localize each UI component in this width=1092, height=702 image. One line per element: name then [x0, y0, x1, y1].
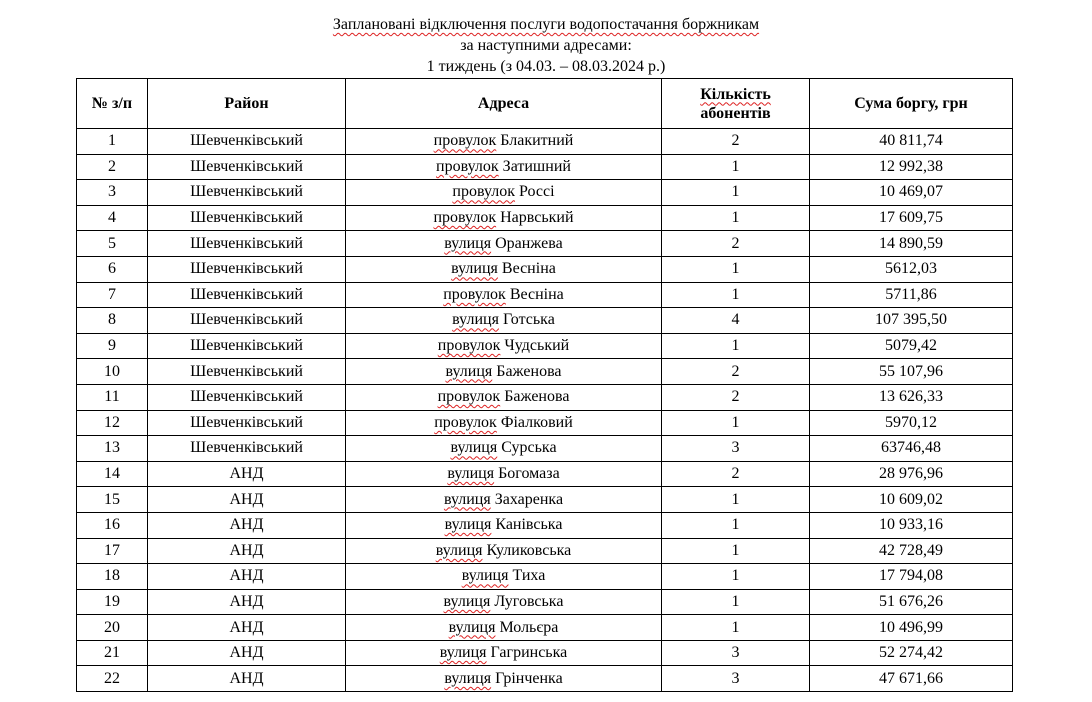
address-street-name: Канівська	[495, 516, 563, 534]
row-number: 19	[77, 589, 148, 615]
address-street-name: Чудський	[504, 337, 570, 355]
address-street-name: Тиха	[512, 567, 546, 585]
debtors-table	[76, 78, 1013, 692]
row-district: Шевченківський	[148, 308, 346, 334]
title-line-2: за наступними адресами:	[460, 37, 632, 54]
row-number: 6	[77, 256, 148, 282]
table-row	[77, 384, 1013, 410]
row-debt: 5079,42	[810, 333, 1013, 359]
row-address	[346, 129, 662, 155]
row-number: 2	[77, 154, 148, 180]
row-number: 13	[77, 436, 148, 462]
row-district: Шевченківський	[148, 154, 346, 180]
row-debt: 55 107,96	[810, 359, 1013, 385]
row-debt: 63746,48	[810, 436, 1013, 462]
address-street-name: Готська	[502, 311, 555, 329]
row-number: 4	[77, 205, 148, 231]
row-district: Шевченківський	[148, 256, 346, 282]
row-address	[346, 640, 662, 666]
address-street-type: вулиця	[444, 669, 492, 687]
col-header-debt: Сума боргу, грн	[810, 79, 1013, 129]
row-count: 2	[662, 461, 810, 487]
address-street-name: Сурська	[501, 439, 557, 457]
row-debt: 10 469,07	[810, 180, 1013, 206]
row-number: 9	[77, 333, 148, 359]
row-address	[346, 615, 662, 641]
row-district: АНД	[148, 538, 346, 564]
row-debt: 5970,12	[810, 410, 1013, 436]
row-district: АНД	[148, 589, 346, 615]
row-debt: 51 676,26	[810, 589, 1013, 615]
row-count: 1	[662, 154, 810, 180]
address-street-type: провулок	[433, 132, 497, 150]
row-count: 1	[662, 282, 810, 308]
row-number: 17	[77, 538, 148, 564]
address-street-name: Баженова	[496, 362, 562, 380]
address-street-type: вулиця	[444, 516, 492, 534]
row-debt: 14 890,59	[810, 231, 1013, 257]
address-street-type: вулиця	[452, 311, 499, 329]
row-debt: 5612,03	[810, 256, 1013, 282]
row-count: 1	[662, 512, 810, 538]
address-street-name: Мольєра	[499, 618, 559, 636]
address-street-type: вулиця	[451, 260, 498, 278]
table-row	[77, 436, 1013, 462]
row-district: Шевченківський	[148, 436, 346, 462]
row-debt: 17 794,08	[810, 564, 1013, 590]
row-number: 12	[77, 410, 148, 436]
address-street-type: вулиця	[443, 490, 491, 508]
table-row	[77, 640, 1013, 666]
address-street-type: вулиця	[447, 465, 495, 483]
address-street-type: вулиця	[461, 567, 509, 585]
row-number: 5	[77, 231, 148, 257]
table-row	[77, 615, 1013, 641]
row-count: 1	[662, 333, 810, 359]
table-row	[77, 564, 1013, 590]
row-count: 3	[662, 666, 810, 692]
address-street-name: Затишний	[502, 157, 571, 175]
row-district: Шевченківський	[148, 231, 346, 257]
address-street-type: вулиця	[448, 618, 496, 636]
table-row	[77, 256, 1013, 282]
table-row	[77, 154, 1013, 180]
row-debt: 28 976,96	[810, 461, 1013, 487]
row-district: Шевченківський	[148, 384, 346, 410]
row-number: 3	[77, 180, 148, 206]
row-address	[346, 231, 662, 257]
table-row	[77, 666, 1013, 692]
row-address	[346, 205, 662, 231]
row-debt: 52 274,42	[810, 640, 1013, 666]
row-address	[346, 154, 662, 180]
address-street-name: Весніна	[501, 260, 556, 278]
address-street-name: Фіалковий	[500, 413, 573, 431]
title-line-1: Заплановані відключення послуги водопостачання боржникам	[332, 16, 760, 33]
row-address	[346, 410, 662, 436]
row-address	[346, 359, 662, 385]
col-header-count-line2: абонентів	[700, 104, 771, 122]
row-district: Шевченківський	[148, 410, 346, 436]
col-header-count-line1: Кількість	[700, 85, 771, 103]
row-count: 3	[662, 436, 810, 462]
row-district: Шевченківський	[148, 129, 346, 155]
address-street-name: Нарвський	[500, 209, 574, 227]
row-count: 2	[662, 231, 810, 257]
col-header-district: Район	[148, 79, 346, 129]
row-number: 10	[77, 359, 148, 385]
row-district: Шевченківський	[148, 333, 346, 359]
row-district: АНД	[148, 487, 346, 513]
row-district: АНД	[148, 512, 346, 538]
table-row	[77, 512, 1013, 538]
row-number: 21	[77, 640, 148, 666]
address-street-name: Весніна	[509, 285, 564, 303]
row-count: 1	[662, 538, 810, 564]
address-street-type: вулиця	[444, 234, 492, 252]
row-district: Шевченківський	[148, 359, 346, 385]
address-street-type: провулок	[443, 285, 506, 303]
table-header-row	[77, 79, 1013, 129]
table-row	[77, 589, 1013, 615]
row-number: 16	[77, 512, 148, 538]
row-debt: 17 609,75	[810, 205, 1013, 231]
table-row	[77, 410, 1013, 436]
address-street-type: вулиця	[450, 439, 498, 457]
address-street-type: вулиця	[445, 362, 493, 380]
table-row	[77, 180, 1013, 206]
row-debt: 10 496,99	[810, 615, 1013, 641]
row-count: 1	[662, 410, 810, 436]
table-row	[77, 308, 1013, 334]
address-street-name: Богомаза	[498, 465, 560, 483]
row-count: 2	[662, 384, 810, 410]
address-street-type: провулок	[437, 337, 501, 355]
row-district: АНД	[148, 640, 346, 666]
row-address	[346, 564, 662, 590]
table-body	[77, 129, 1013, 692]
row-count: 3	[662, 640, 810, 666]
row-district: Шевченківський	[148, 205, 346, 231]
address-street-name: Блакитний	[500, 132, 574, 150]
row-debt: 12 992,38	[810, 154, 1013, 180]
row-address	[346, 436, 662, 462]
row-address	[346, 180, 662, 206]
address-street-type: вулиця	[443, 592, 491, 610]
address-street-type: провулок	[433, 209, 497, 227]
table-row	[77, 129, 1013, 155]
row-address	[346, 256, 662, 282]
row-debt: 107 395,50	[810, 308, 1013, 334]
row-address	[346, 461, 662, 487]
row-count: 1	[662, 205, 810, 231]
row-debt: 40 811,74	[810, 129, 1013, 155]
row-count: 1	[662, 615, 810, 641]
table-row	[77, 282, 1013, 308]
address-street-type: провулок	[452, 183, 516, 201]
address-street-type: провулок	[434, 413, 497, 431]
row-address	[346, 384, 662, 410]
row-number: 22	[77, 666, 148, 692]
address-street-name: Куликовська	[486, 541, 572, 559]
title-line-3: 1 тиждень (з 04.03. – 08.03.2024 р.)	[426, 58, 666, 75]
table-row	[77, 487, 1013, 513]
row-count: 2	[662, 359, 810, 385]
row-district: Шевченківський	[148, 282, 346, 308]
col-header-address: Адреса	[346, 79, 662, 129]
row-debt: 10 933,16	[810, 512, 1013, 538]
row-address	[346, 512, 662, 538]
row-debt: 47 671,66	[810, 666, 1013, 692]
row-number: 14	[77, 461, 148, 487]
table-row	[77, 231, 1013, 257]
address-street-name: Грінченка	[495, 669, 563, 687]
row-address	[346, 538, 662, 564]
address-street-type: вулиця	[435, 541, 483, 559]
address-street-type: провулок	[436, 157, 499, 175]
address-street-name: Россі	[519, 183, 555, 201]
row-address	[346, 333, 662, 359]
row-count: 1	[662, 589, 810, 615]
row-number: 20	[77, 615, 148, 641]
address-street-type: вулиця	[439, 644, 487, 662]
row-number: 7	[77, 282, 148, 308]
col-header-count	[662, 79, 810, 129]
col-header-number: № з/п	[77, 79, 148, 129]
row-address	[346, 487, 662, 513]
address-street-name: Гагринська	[490, 644, 568, 662]
row-address	[346, 282, 662, 308]
row-count: 2	[662, 129, 810, 155]
table-row	[77, 333, 1013, 359]
address-street-name: Луговська	[494, 592, 564, 610]
row-address	[346, 666, 662, 692]
address-street-name: Баженова	[504, 388, 570, 406]
row-district: АНД	[148, 666, 346, 692]
row-number: 8	[77, 308, 148, 334]
row-district: АНД	[148, 564, 346, 590]
table-row	[77, 461, 1013, 487]
row-number: 1	[77, 129, 148, 155]
row-count: 1	[662, 487, 810, 513]
row-count: 1	[662, 256, 810, 282]
row-district: АНД	[148, 615, 346, 641]
table-row	[77, 538, 1013, 564]
table-row	[77, 359, 1013, 385]
row-debt: 42 728,49	[810, 538, 1013, 564]
table-row	[77, 205, 1013, 231]
row-count: 1	[662, 564, 810, 590]
row-number: 11	[77, 384, 148, 410]
row-count: 1	[662, 180, 810, 206]
row-number: 18	[77, 564, 148, 590]
row-debt: 13 626,33	[810, 384, 1013, 410]
row-count: 4	[662, 308, 810, 334]
row-address	[346, 308, 662, 334]
row-district: АНД	[148, 461, 346, 487]
address-street-name: Захаренка	[494, 490, 564, 508]
row-district: Шевченківський	[148, 180, 346, 206]
document-title	[0, 14, 1092, 77]
address-street-type: провулок	[437, 388, 501, 406]
row-address	[346, 589, 662, 615]
row-debt: 10 609,02	[810, 487, 1013, 513]
address-street-name: Оранжева	[495, 234, 563, 252]
row-number: 15	[77, 487, 148, 513]
row-debt: 5711,86	[810, 282, 1013, 308]
